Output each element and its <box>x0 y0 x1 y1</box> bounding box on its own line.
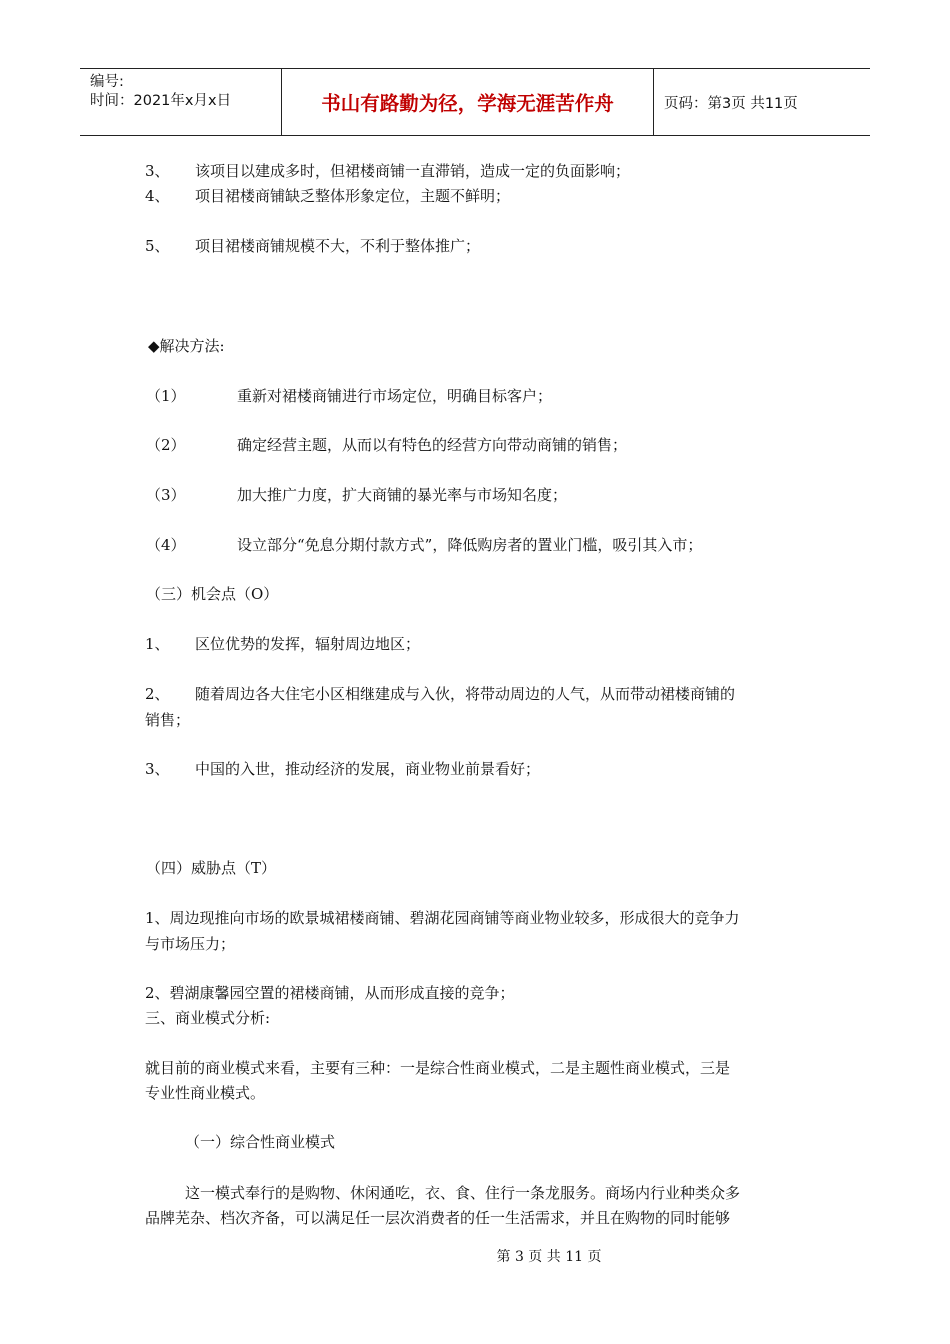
doc-date-label: 时间：2021年x月x日 <box>90 93 232 109</box>
list-number: （4） <box>146 536 186 554</box>
list-number: 1、 <box>145 635 170 653</box>
section-heading: 三、商业模式分析: <box>145 1009 271 1027</box>
page-header <box>80 68 870 136</box>
list-number: 5、 <box>145 237 170 255</box>
list-item: 确定经营主题，从而以有特色的经营方向带动商铺的销售； <box>237 436 628 454</box>
subsection-heading: （一）综合性商业模式 <box>185 1133 336 1151</box>
list-item: 2、碧湖康馨园空置的裙楼商铺，从而形成直接的竞争； <box>145 984 515 1002</box>
list-item: 项目裙楼商铺缺乏整体形象定位，主题不鲜明； <box>195 187 511 205</box>
doc-id-label: 编号: <box>90 74 124 90</box>
list-item-continuation: 与市场压力； <box>145 935 236 953</box>
list-item-continuation: 销售； <box>145 711 191 729</box>
list-item: 1、周边现推向市场的欧景城裙楼商铺、碧湖花园商铺等商业物业较多，形成很大的竞争力 <box>145 909 740 927</box>
list-number: （2） <box>146 436 186 454</box>
list-item: 重新对裙楼商铺进行市场定位，明确目标客户； <box>237 387 553 405</box>
list-item: 设立部分“免息分期付款方式”，降低购房者的置业门槛，吸引其入市； <box>237 536 703 554</box>
section-heading: （四）威胁点（T） <box>146 859 277 877</box>
paragraph-line: 这一模式奉行的是购物、休闲通吃，衣、食、住行一条龙服务。商场内行业种类众多 <box>185 1184 741 1202</box>
page-footer: 第 3 页 共 11 页 <box>496 1249 602 1265</box>
list-number: 3、 <box>145 760 170 778</box>
list-item: 加大推广力度，扩大商铺的暴光率与市场知名度； <box>237 486 568 504</box>
list-number: （3） <box>146 486 186 504</box>
header-motto: 书山有路勤为径，学海无涯苦作舟 <box>282 69 654 135</box>
paragraph-line: 就目前的商业模式来看，主要有三种：一是综合性商业模式，二是主题性商业模式，三是 <box>145 1059 731 1077</box>
list-number: （1） <box>146 387 186 405</box>
list-item: 随着周边各大住宅小区相继建成与入伙，将带动周边的人气，从而带动裙楼商铺的 <box>195 685 736 703</box>
paragraph-line: 专业性商业模式。 <box>145 1084 266 1102</box>
list-number: 2、 <box>145 685 170 703</box>
paragraph-line: 品牌芜杂、档次齐备，可以满足任一层次消费者的任一生活需求，并且在购物的同时能够 <box>145 1209 731 1227</box>
header-page-number: 页码：第3页 共11页 <box>664 95 798 112</box>
list-number: 3、 <box>145 162 170 180</box>
list-item: 该项目以建成多时，但裙楼商铺一直滞销，造成一定的负面影响； <box>195 162 631 180</box>
list-number: 4、 <box>145 187 170 205</box>
list-item: 项目裙楼商铺规模不大，不利于整体推广； <box>195 237 481 255</box>
list-item: 区位优势的发挥，辐射周边地区； <box>195 635 421 653</box>
list-item: 中国的入世，推动经济的发展，商业物业前景看好； <box>195 760 541 778</box>
section-heading: ◆解决方法: <box>148 337 225 355</box>
section-heading: （三）机会点（O） <box>146 585 279 603</box>
header-meta <box>80 69 282 135</box>
